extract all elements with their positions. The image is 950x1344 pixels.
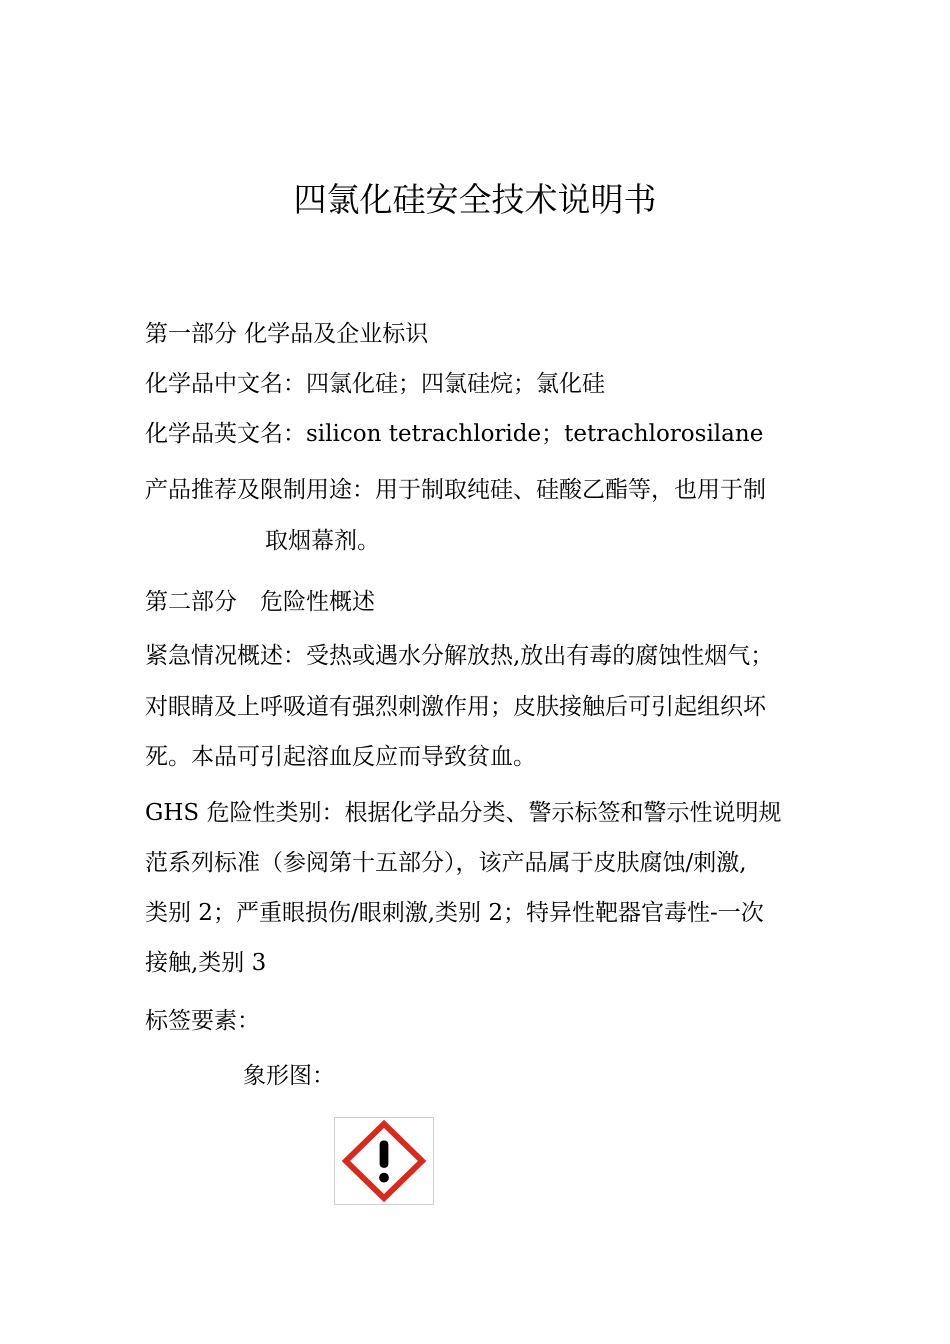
english-name-line: 化学品英文名：silicon tetrachloride；tetrachlorosilane <box>145 421 764 447</box>
emergency-overview-line-2: 对眼睛及上呼吸道有强烈刺激作用；皮肤接触后可引起组织坏 <box>145 694 766 720</box>
emergency-overview-line-1: 紧急情况概述：受热或遇水分解放热,放出有毒的腐蚀性烟气； <box>145 643 774 669</box>
ghs-category-line-3: 类别 2；严重眼损伤/眼刺激,类别 2；特异性靶器官毒性-一次 <box>145 900 764 926</box>
ghs-category-line-4: 接触,类别 3 <box>145 950 267 976</box>
recommended-use-continuation: 取烟幕剂。 <box>265 528 380 554</box>
section-2-heading: 第二部分 危险性概述 <box>145 589 375 615</box>
exclamation-dot <box>379 1173 389 1183</box>
ghs-exclamation-mark-icon <box>334 1117 434 1205</box>
emergency-overview-line-3: 死。本品可引起溶血反应而导致贫血。 <box>145 744 536 770</box>
pictogram-label: 象形图： <box>243 1063 335 1089</box>
ghs-category-line-2: 范系列标准（参阅第十五部分），该产品属于皮肤腐蚀/刺激, <box>145 850 747 876</box>
section-1-heading: 第一部分 化学品及企业标识 <box>145 321 429 347</box>
document-title: 四氯化硅安全技术说明书 <box>293 180 657 219</box>
recommended-use-line: 产品推荐及限制用途：用于制取纯硅、硅酸乙酯等，也用于制 <box>145 477 766 503</box>
label-elements-heading: 标签要素： <box>145 1008 260 1034</box>
ghs-category-line-1: GHS 危险性类别：根据化学品分类、警示标签和警示性说明规 <box>145 800 782 826</box>
chinese-name-line: 化学品中文名：四氯化硅；四氯硅烷；氯化硅 <box>145 371 605 397</box>
exclamation-bar <box>380 1140 389 1167</box>
